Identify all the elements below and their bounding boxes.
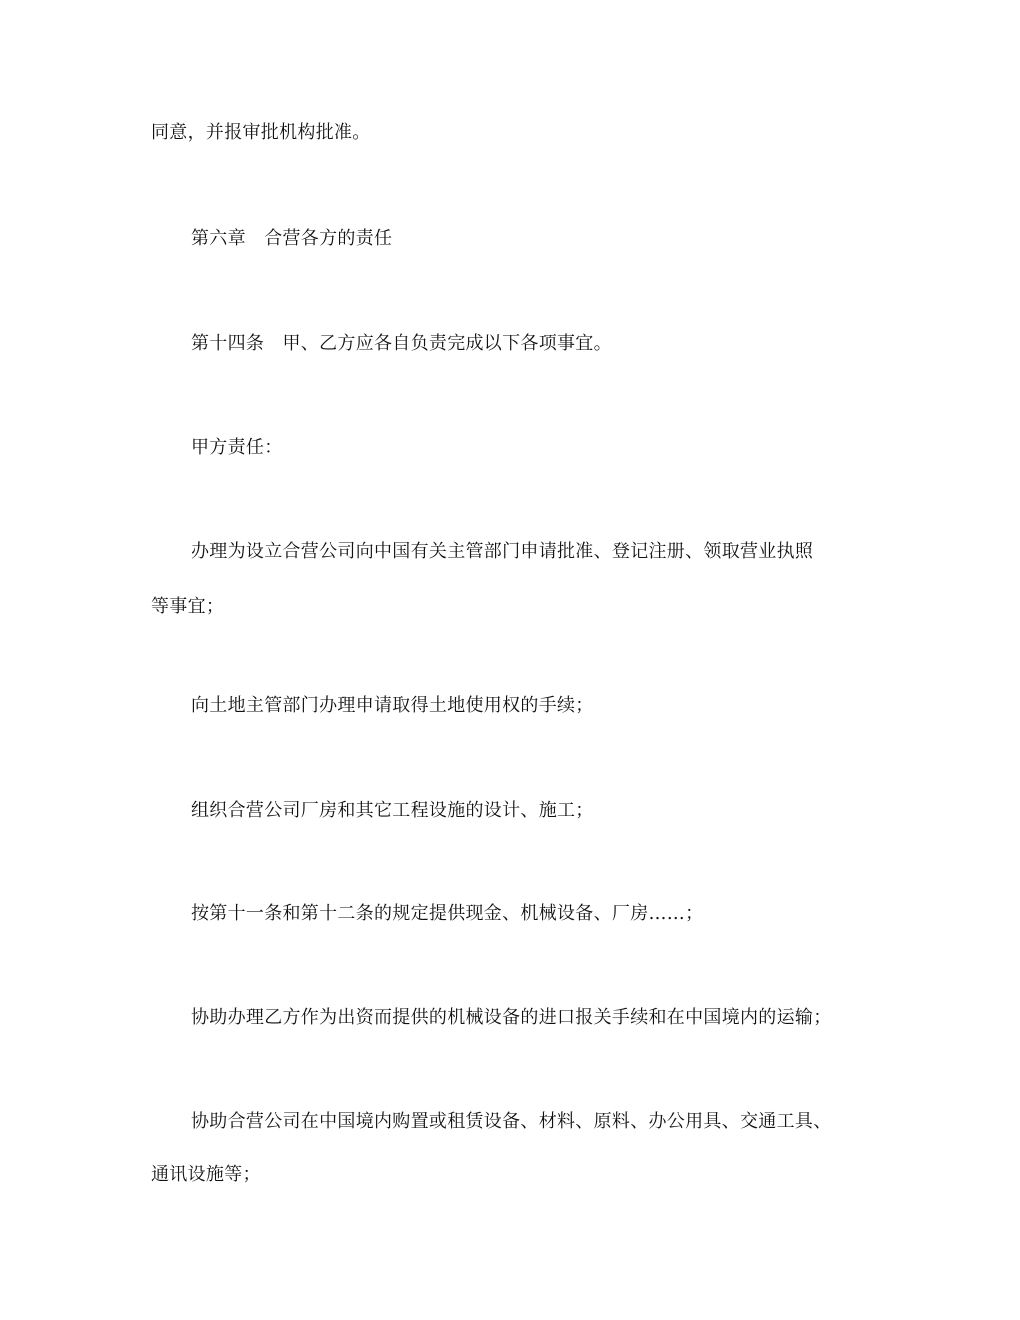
duty-item-continuation-line: 通讯设施等； xyxy=(151,1164,261,1185)
duty-item-line: 协助合营公司在中国境内购置或租赁设备、材料、原料、办公用具、交通工具、 xyxy=(191,1111,832,1132)
duty-item-line: 办理为设立合营公司向中国有关主管部门申请批准、登记注册、领取营业执照 xyxy=(191,541,814,562)
duty-item-line: 协助办理乙方作为出资而提供的机械设备的进口报关手续和在中国境内的运输； xyxy=(191,1007,832,1028)
article-heading: 第十四条 甲、乙方应各自负责完成以下各项事宜。 xyxy=(191,333,612,354)
section-label-party-a: 甲方责任： xyxy=(191,437,283,458)
duty-item-line: 组织合营公司厂房和其它工程设施的设计、施工； xyxy=(191,800,594,821)
duty-item-line: 按第十一条和第十二条的规定提供现金、机械设备、厂房……； xyxy=(191,903,704,924)
duty-item-continuation-line: 等事宜； xyxy=(151,596,225,617)
duty-item-line: 向土地主管部门办理申请取得土地使用权的手续； xyxy=(191,695,594,716)
chapter-heading: 第六章 合营各方的责任 xyxy=(191,228,393,249)
paragraph-continuation-line: 同意，并报审批机构批准。 xyxy=(151,122,371,143)
